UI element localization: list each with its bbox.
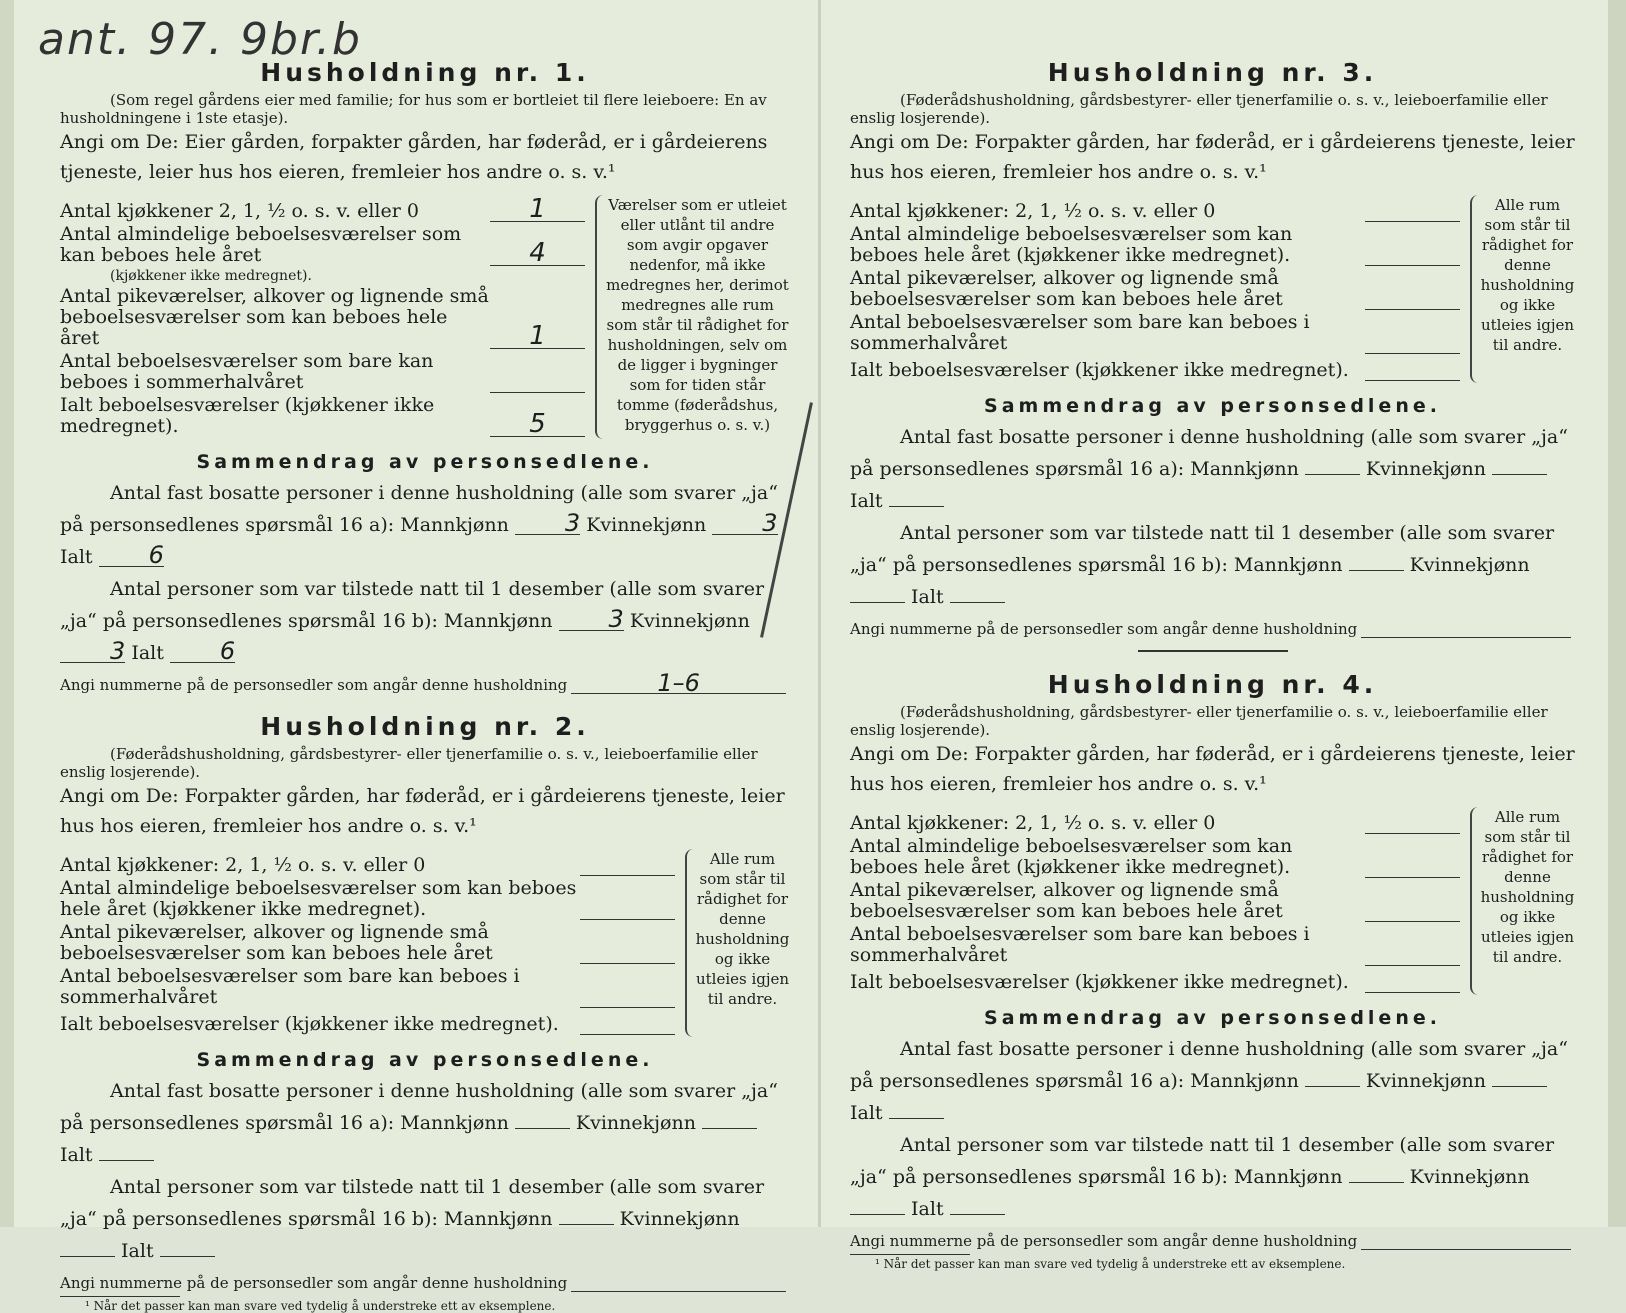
h1-tilstede-para: [60, 573, 790, 669]
h3-alm-label: Antal almindelige beboelsesværelser som kan beboes hele året (kjøkkener ikke medregnet).: [850, 223, 1293, 266]
h4-ialt-label: Ialt beboelsesværelser (kjøkkener ikke medregnet).: [850, 971, 1349, 993]
h1-fast-ialt-label: Ialt: [60, 546, 93, 568]
h1-side-note: Værelser som er utleiet eller utlånt til andre som avgir opgaver nedenfor, må ikke medregnes her, derimot medregnes alle rum som står til rådighet for husholdningen, selv om de ligger i bygninger som for tiden står tomme (føderådshus, bryggerhus o. s. v.): [595, 195, 790, 439]
h4-sommer-row: [850, 924, 1460, 966]
h1-pike-row: [60, 286, 585, 349]
h4-nummer-row: [850, 1229, 1575, 1250]
page-edge-left: [0, 0, 14, 1227]
h3-alm-row: [850, 224, 1460, 266]
h2-sommer-label: Antal beboelsesværelser som bare kan beboes i sommerhalvåret: [60, 965, 520, 1008]
h4-til-kvinne-label: Kvinnekjønn: [1409, 1166, 1530, 1188]
h4-angi: Angi om De: Forpakter gården, har føderåd, er i gårdeierens tjeneste, leier hus hos eieren, fremleier hos andre o. s. v.¹: [850, 743, 1575, 795]
h2-alm-row: [60, 878, 675, 920]
h4-tilstede-text: Antal personer som var tilstede natt til 1 desember (alle som svarer „ja“ på personsedlenes spørsmål 16 b): Mannkjønn: [850, 1134, 1555, 1188]
h3-note: (Føderådshusholdning, gårdsbestyrer- eller tjenerfamilie o. s. v., leieboerfamilie eller enslig losjerende).: [850, 91, 1548, 127]
h2-nummer-value[interactable]: [571, 1271, 786, 1292]
h3-til-kvinne[interactable]: [850, 602, 905, 603]
h1-til-ialt[interactable]: 6: [170, 640, 235, 663]
h2-footnote: [60, 1296, 556, 1313]
h1-sommer-row: [60, 351, 585, 393]
h2-kjokkener-value[interactable]: [580, 851, 675, 876]
h2-side-note: Alle rum som står til rådighet for denne husholdning og ikke utleies igjen til andre.: [685, 849, 790, 1037]
h4-rooms: [850, 807, 1460, 995]
h2-til-kvinne[interactable]: [60, 1256, 115, 1257]
h2-sommer-value[interactable]: [580, 983, 675, 1008]
h4-rooms-block: [850, 807, 1575, 995]
h3-title: Husholdning nr. 3.: [1047, 58, 1378, 87]
h3-tilstede-text: Antal personer som var tilstede natt til 1 desember (alle som svarer „ja“ på personsedlenes spørsmål 16 b): Mannkjønn: [850, 522, 1555, 576]
h3-sommer-row: [850, 312, 1460, 354]
h2-pike-label: Antal pikeværelser, alkover og lignende små beboelsesværelser som kan beboes hele året: [60, 921, 493, 964]
h4-kjokkener-label: Antal kjøkkener: 2, 1, ½ o. s. v. eller 0: [850, 812, 1216, 834]
h1-fast-mann[interactable]: 3: [515, 512, 580, 535]
h1-rooms: [60, 195, 585, 439]
right-column: [850, 40, 1575, 1271]
h1-nummer-label: Angi nummerne på de personsedler som angår denne husholdning: [60, 676, 568, 694]
h3-fast-kvinne-label: Kvinnekjønn: [1365, 458, 1486, 480]
h3-kjokkener-label: Antal kjøkkener: 2, 1, ½ o. s. v. eller 0: [850, 200, 1216, 222]
h1-sammendrag: Sammendrag av personsedlene.: [196, 451, 654, 473]
h4-fast-ialt-label: Ialt: [850, 1102, 883, 1124]
h2-alm-value[interactable]: [580, 895, 675, 920]
h2-fast-ialt-label: Ialt: [60, 1144, 93, 1166]
h3-fast-para: [850, 421, 1575, 517]
h1-til-kvinne-label: Kvinnekjønn: [629, 610, 750, 632]
h2-nummer-row: [60, 1271, 790, 1292]
h2-kjokkener-label: Antal kjøkkener: 2, 1, ½ o. s. v. eller 0: [60, 854, 426, 876]
h1-kjokkener-label: Antal kjøkkener 2, 1, ½ o. s. v. eller 0: [60, 200, 419, 222]
h4-footnote: [850, 1254, 1346, 1271]
h2-pike-row: [60, 922, 675, 964]
h4-fast-text: Antal fast bosatte personer i denne husholdning (alle som svarer „ja“ på personsedlenes spørsmål 16 a): Mannkjønn: [850, 1038, 1568, 1092]
h4-nummer-value[interactable]: [1361, 1229, 1571, 1250]
h2-fast-ialt[interactable]: [99, 1160, 154, 1161]
h2-ialt-row: [60, 1010, 675, 1035]
h1-fast-kvinne[interactable]: 3: [712, 512, 777, 535]
h4-sommer-label: Antal beboelsesværelser som bare kan beboes i sommerhalvåret: [850, 923, 1310, 966]
h3-fast-ialt-label: Ialt: [850, 490, 883, 512]
h3-alm-value[interactable]: [1365, 241, 1460, 266]
separator-line: [1138, 650, 1288, 652]
h2-til-mann[interactable]: [559, 1224, 614, 1225]
h2-alm-label: Antal almindelige beboelsesværelser som kan beboes hele året (kjøkkener ikke medregnet).: [60, 877, 577, 920]
h4-sommer-value[interactable]: [1365, 941, 1460, 966]
h2-fast-kvinne-label: Kvinnekjønn: [575, 1112, 696, 1134]
h2-tilstede-para: [60, 1171, 790, 1267]
h3-kjokkener-value[interactable]: [1365, 197, 1460, 222]
h3-ialt-value[interactable]: [1365, 356, 1460, 381]
h3-side-note: Alle rum som står til rådighet for denne husholdning og ikke utleies igjen til andre.: [1470, 195, 1575, 383]
h4-til-mann[interactable]: [1349, 1182, 1404, 1183]
h1-til-kvinne[interactable]: 3: [60, 640, 125, 663]
h3-fast-kvinne[interactable]: [1492, 474, 1547, 475]
h3-til-kvinne-label: Kvinnekjønn: [1409, 554, 1530, 576]
h1-alm-label: Antal almindelige beboelsesværelser som kan beboes hele året: [60, 223, 462, 266]
h2-til-ialt-label: Ialt: [121, 1240, 154, 1262]
h3-sommer-value[interactable]: [1365, 329, 1460, 354]
h2-ialt-value[interactable]: [580, 1010, 675, 1035]
h4-til-ialt-label: Ialt: [911, 1198, 944, 1220]
h3-sammendrag: Sammendrag av personsedlene.: [984, 395, 1441, 417]
h1-alm-sub: (kjøkkener ikke medregnet).: [110, 268, 312, 284]
h3-fast-text: Antal fast bosatte personer i denne husholdning (alle som svarer „ja“ på personsedlenes spørsmål 16 a): Mannkjønn: [850, 426, 1568, 480]
h2-note: (Føderådshusholdning, gårdsbestyrer- eller tjenerfamilie o. s. v., leieboerfamilie eller enslig losjerende).: [60, 745, 758, 781]
h3-fast-mann[interactable]: [1305, 474, 1360, 475]
h3-rooms-block: [850, 195, 1575, 383]
h4-fast-mann[interactable]: [1305, 1086, 1360, 1087]
page-edge-right: [1608, 0, 1626, 1227]
h2-title: Husholdning nr. 2.: [260, 712, 590, 741]
h3-fast-ialt[interactable]: [889, 506, 944, 507]
h1-note: (Som regel gårdens eier med familie; for hus som er bortleiet til flere leieboere: En av husholdningene i 1ste etasje).: [60, 91, 767, 127]
h3-nummer-row: [850, 617, 1575, 638]
h1-tilstede-text: Antal personer som var tilstede natt til 1 desember (alle som svarer „ja“ på personsedlenes spørsmål 16 b): Mannkjønn: [60, 578, 765, 632]
h4-ialt-value[interactable]: [1365, 968, 1460, 993]
h3-pike-label: Antal pikeværelser, alkover og lignende små beboelsesværelser som kan beboes hele året: [850, 267, 1283, 310]
h3-nummer-label: Angi nummerne på de personsedler som angår denne husholdning: [850, 620, 1358, 638]
h4-fast-ialt[interactable]: [889, 1118, 944, 1119]
h1-ialt-row: [60, 395, 585, 437]
h1-til-ialt-label: Ialt: [131, 642, 164, 664]
h2-til-ialt[interactable]: [160, 1256, 215, 1257]
h1-til-mann[interactable]: 3: [559, 608, 624, 631]
h3-til-ialt-label: Ialt: [911, 586, 944, 608]
h4-kjokkener-value[interactable]: [1365, 809, 1460, 834]
h1-pike-value[interactable]: 1: [490, 324, 585, 349]
h1-sommer-label: Antal beboelsesværelser som bare kan beboes i sommerhalvåret: [60, 350, 434, 393]
h3-til-mann[interactable]: [1349, 570, 1404, 571]
left-column: [60, 40, 790, 1313]
h4-side-note: Alle rum som står til rådighet for denne husholdning og ikke utleies igjen til andre.: [1470, 807, 1575, 995]
h4-til-ialt[interactable]: [950, 1214, 1005, 1215]
handwritten-note: ant. 97. 9br.b: [38, 14, 362, 65]
h2-nummer-label: Angi nummerne på de personsedler som angår denne husholdning: [60, 1274, 568, 1292]
h2-tilstede-text: Antal personer som var tilstede natt til 1 desember (alle som svarer „ja“ på personsedlenes spørsmål 16 b): Mannkjønn: [60, 1176, 765, 1230]
h4-note: (Føderådshusholdning, gårdsbestyrer- eller tjenerfamilie o. s. v., leieboerfamilie eller enslig losjerende).: [850, 703, 1548, 739]
h4-fast-kvinne-label: Kvinnekjønn: [1365, 1070, 1486, 1092]
h1-ialt-label: Ialt beboelsesværelser (kjøkkener ikke medregnet).: [60, 394, 435, 437]
h4-nummer-label: Angi nummerne på de personsedler som angår denne husholdning: [850, 1232, 1358, 1250]
h1-alm-value[interactable]: 4: [490, 241, 585, 266]
h4-kjokkener-row: [850, 809, 1460, 834]
h2-fast-mann[interactable]: [515, 1128, 570, 1129]
h2-til-kvinne-label: Kvinnekjønn: [619, 1208, 740, 1230]
h1-nummer-value[interactable]: 1–6: [571, 673, 786, 694]
h3-nummer-value[interactable]: [1361, 617, 1571, 638]
h4-alm-value[interactable]: [1365, 853, 1460, 878]
h1-ialt-value[interactable]: 5: [490, 412, 585, 437]
h4-pike-value[interactable]: [1365, 897, 1460, 922]
h1-fast-kvinne-label: Kvinnekjønn: [586, 514, 707, 536]
h3-ialt-label: Ialt beboelsesværelser (kjøkkener ikke medregnet).: [850, 359, 1349, 381]
h2-rooms: [60, 849, 675, 1037]
h2-rooms-block: [60, 849, 790, 1037]
h3-til-ialt[interactable]: [950, 602, 1005, 603]
h4-footnote-text: ¹ Når det passer kan man svare ved tydelig å understreke ett av eksemplene.: [875, 1257, 1346, 1271]
h2-fast-text: Antal fast bosatte personer i denne husholdning (alle som svarer „ja“ på personsedlenes spørsmål 16 a): Mannkjønn: [60, 1080, 778, 1134]
h3-sommer-label: Antal beboelsesværelser som bare kan beboes i sommerhalvåret: [850, 311, 1310, 354]
h1-sommer-value[interactable]: [490, 368, 585, 393]
h1-alm-row: [60, 224, 585, 266]
h2-kjokkener-row: [60, 851, 675, 876]
h1-kjokkener-value[interactable]: 1: [490, 197, 585, 222]
h4-tilstede-para: [850, 1129, 1575, 1225]
h4-title: Husholdning nr. 4.: [1047, 670, 1378, 699]
h3-pike-value[interactable]: [1365, 285, 1460, 310]
h2-fast-kvinne[interactable]: [702, 1128, 757, 1129]
h2-sammendrag: Sammendrag av personsedlene.: [196, 1049, 654, 1071]
h4-ialt-row: [850, 968, 1460, 993]
h3-angi: Angi om De: Forpakter gården, har føderåd, er i gårdeierens tjeneste, leier hus hos eieren, fremleier hos andre o. s. v.¹: [850, 131, 1575, 183]
h2-pike-value[interactable]: [580, 939, 675, 964]
h4-fast-para: [850, 1033, 1575, 1129]
h4-pike-row: [850, 880, 1460, 922]
h1-angi: Angi om De: Eier gården, forpakter gården, har føderåd, er i gårdeierens tjeneste, leier hus hos eieren, fremleier hos andre o. s. v.¹: [60, 131, 768, 183]
h3-tilstede-para: [850, 517, 1575, 613]
h2-sommer-row: [60, 966, 675, 1008]
h1-kjokkener-row: [60, 194, 585, 224]
h1-pike-label: Antal pikeværelser, alkover og lignende små beboelsesværelser som kan beboes hele året: [60, 285, 489, 349]
h4-sammendrag: Sammendrag av personsedlene.: [984, 1007, 1441, 1029]
h1-title: Husholdning nr. 1.: [260, 58, 590, 87]
h3-ialt-row: [850, 356, 1460, 381]
h1-nummer-row: [60, 669, 790, 697]
h1-rooms-block: [60, 195, 790, 439]
h3-kjokkener-row: [850, 197, 1460, 222]
h3-rooms: [850, 195, 1460, 383]
h4-fast-kvinne[interactable]: [1492, 1086, 1547, 1087]
h4-alm-row: [850, 836, 1460, 878]
h2-ialt-label: Ialt beboelsesværelser (kjøkkener ikke medregnet).: [60, 1013, 559, 1035]
h1-fast-para: [60, 477, 790, 573]
h2-footnote-text: ¹ Når det passer kan man svare ved tydelig å understreke ett av eksemplene.: [85, 1299, 556, 1313]
h1-fast-ialt[interactable]: 6: [99, 544, 164, 567]
page-fold: [818, 0, 821, 1227]
h4-til-kvinne[interactable]: [850, 1214, 905, 1215]
h4-alm-label: Antal almindelige beboelsesværelser som kan beboes hele året (kjøkkener ikke medregnet).: [850, 835, 1293, 878]
h2-angi: Angi om De: Forpakter gården, har føderåd, er i gårdeierens tjeneste, leier hus hos eieren, fremleier hos andre o. s. v.¹: [60, 785, 785, 837]
h3-pike-row: [850, 268, 1460, 310]
h2-fast-para: [60, 1075, 790, 1171]
h1-fast-text: Antal fast bosatte personer i denne husholdning (alle som svarer „ja“ på personsedlenes spørsmål 16 a): Mannkjønn: [60, 482, 778, 536]
h4-pike-label: Antal pikeværelser, alkover og lignende små beboelsesværelser som kan beboes hele året: [850, 879, 1283, 922]
